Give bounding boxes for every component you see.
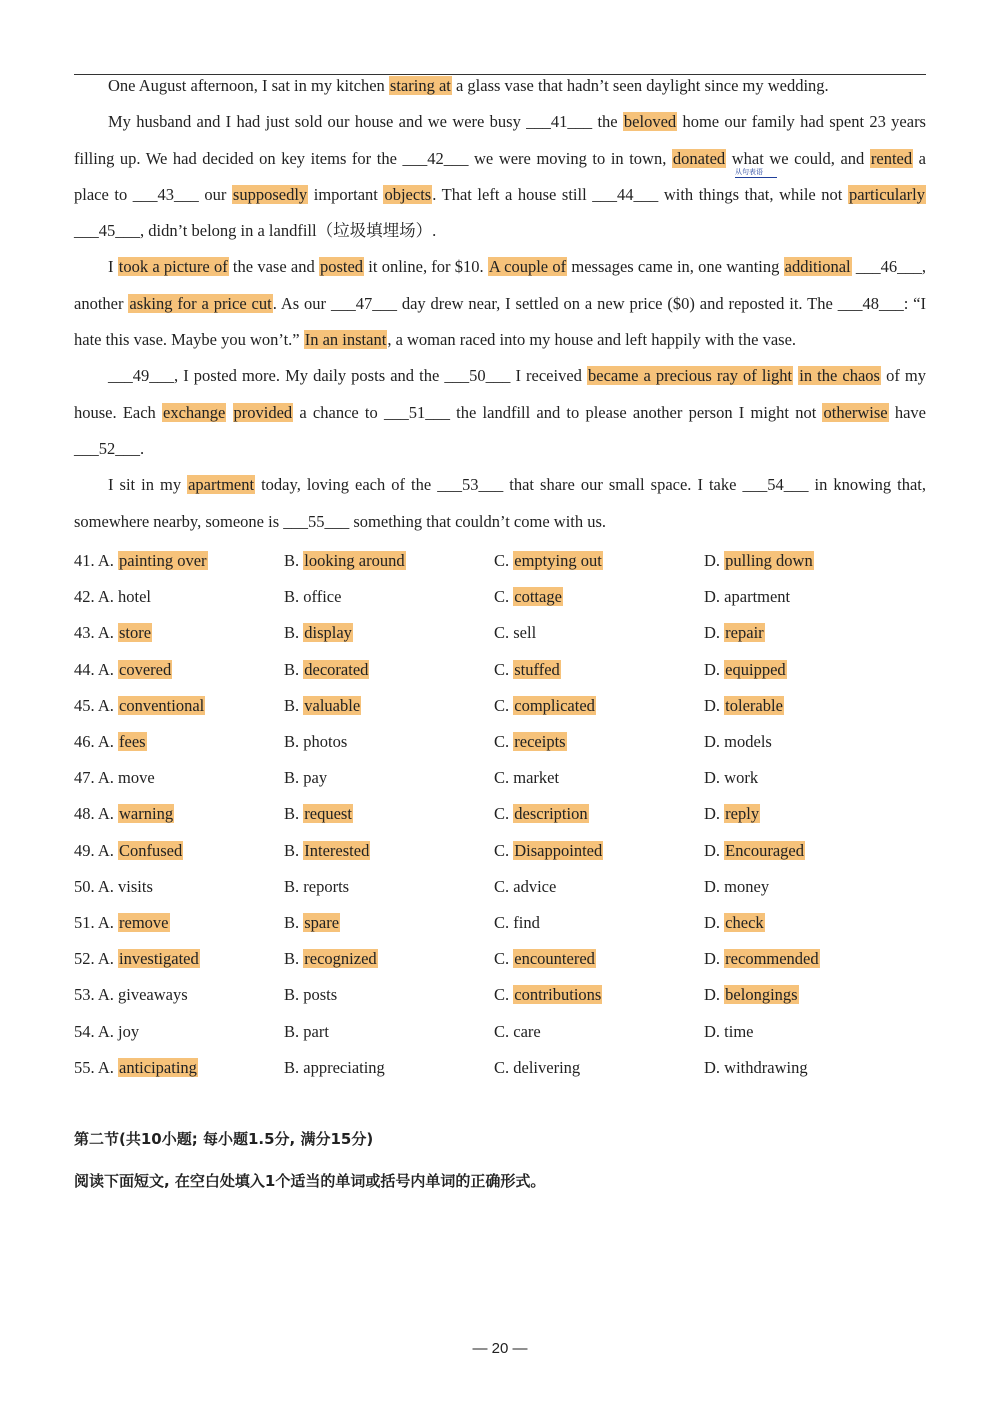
highlighted-phrase: In an instant bbox=[304, 330, 387, 350]
passage-text: of my house. Each bbox=[74, 366, 926, 422]
option-row bbox=[74, 615, 926, 651]
option-choice bbox=[704, 768, 914, 788]
passage-text: . As our ___47___ day drew near, I settled on a new price ($0) and reposted it. The ___48___: “I hate this vase. Maybe you won’t.” bbox=[74, 293, 926, 350]
option-choice bbox=[74, 660, 284, 680]
choice-letter: D. bbox=[704, 876, 721, 896]
option-row bbox=[74, 869, 926, 905]
option-choice bbox=[494, 551, 704, 571]
options-list bbox=[74, 543, 926, 1086]
choice-letter: B. bbox=[284, 768, 300, 788]
choice-text: Encouraged bbox=[725, 840, 804, 860]
choice-text: remove bbox=[119, 912, 169, 932]
choice-letter: B. bbox=[284, 876, 300, 896]
choice-text: pulling down bbox=[725, 551, 813, 571]
question-number: 48. bbox=[74, 804, 95, 824]
highlighted-phrase: in the chaos bbox=[799, 366, 880, 386]
passage-paragraph bbox=[74, 467, 926, 540]
option-choice bbox=[284, 913, 494, 933]
choice-letter: D. bbox=[704, 732, 721, 752]
option-choice bbox=[74, 804, 284, 824]
highlighted-phrase: exchange bbox=[163, 402, 226, 422]
passage-text: a place to ___43___ our bbox=[74, 148, 926, 204]
passage-text: important bbox=[308, 184, 384, 204]
choice-letter: C. bbox=[494, 840, 510, 860]
choice-text: advice bbox=[513, 876, 557, 896]
option-choice bbox=[704, 913, 914, 933]
highlighted-phrase: apartment bbox=[188, 475, 255, 495]
choice-text: painting over bbox=[119, 551, 207, 571]
choice-letter: D. bbox=[704, 949, 721, 969]
option-choice bbox=[284, 949, 494, 969]
option-choice bbox=[74, 587, 284, 607]
question-number: 45. bbox=[74, 695, 95, 715]
choice-letter: D. bbox=[704, 551, 721, 571]
option-row bbox=[74, 1013, 926, 1049]
option-choice bbox=[284, 732, 494, 752]
option-choice bbox=[704, 696, 914, 716]
highlighted-phrase: beloved bbox=[623, 112, 677, 132]
choice-text: market bbox=[513, 768, 560, 788]
option-choice bbox=[704, 623, 914, 643]
option-row bbox=[74, 760, 926, 796]
choice-letter: C. bbox=[494, 695, 510, 715]
passage-paragraph bbox=[74, 104, 926, 249]
choice-text: display bbox=[304, 623, 352, 643]
choice-text: recognized bbox=[304, 949, 377, 969]
option-choice bbox=[494, 768, 704, 788]
choice-letter: A. bbox=[97, 732, 114, 752]
option-choice bbox=[284, 696, 494, 716]
choice-text: tolerable bbox=[725, 695, 783, 715]
passage-text: , a woman raced into my house and left happily with the vase. bbox=[387, 330, 797, 350]
option-choice bbox=[494, 1022, 704, 1042]
choice-letter: A. bbox=[97, 949, 114, 969]
choice-letter: A. bbox=[97, 840, 114, 860]
option-choice bbox=[494, 913, 704, 933]
highlighted-phrase: became a precious ray of light bbox=[588, 366, 793, 386]
choice-text: Interested bbox=[304, 840, 370, 860]
choice-text: posts bbox=[303, 985, 338, 1005]
highlighted-phrase: particularly bbox=[848, 184, 925, 204]
choice-letter: D. bbox=[704, 587, 721, 607]
choice-text: anticipating bbox=[119, 1057, 197, 1077]
choice-letter: B. bbox=[284, 659, 300, 679]
choice-letter: B. bbox=[284, 551, 300, 571]
option-choice bbox=[704, 732, 914, 752]
option-row bbox=[74, 941, 926, 977]
option-row bbox=[74, 579, 926, 615]
choice-text: appreciating bbox=[303, 1057, 385, 1077]
highlighted-phrase: posted bbox=[319, 257, 364, 277]
option-choice bbox=[74, 877, 284, 897]
choice-letter: C. bbox=[494, 985, 510, 1005]
choice-text: care bbox=[513, 1021, 541, 1041]
choice-text: fees bbox=[119, 732, 146, 752]
option-choice bbox=[494, 696, 704, 716]
option-row bbox=[74, 688, 926, 724]
option-choice bbox=[704, 949, 914, 969]
choice-letter: C. bbox=[494, 732, 510, 752]
highlighted-phrase: provided bbox=[233, 402, 293, 422]
passage bbox=[74, 68, 926, 540]
choice-text: Confused bbox=[119, 840, 183, 860]
choice-text: warning bbox=[119, 804, 174, 824]
page-number: — 20 — bbox=[472, 1340, 528, 1357]
choice-letter: B. bbox=[284, 840, 300, 860]
choice-text: work bbox=[724, 768, 759, 788]
choice-text: stuffed bbox=[514, 659, 560, 679]
question-number: 46. bbox=[74, 732, 95, 752]
choice-letter: A. bbox=[97, 587, 114, 607]
option-choice bbox=[494, 841, 704, 861]
passage-text: the vase and bbox=[228, 257, 319, 277]
passage-text: what we could, and bbox=[726, 148, 870, 168]
choice-letter: D. bbox=[704, 1057, 721, 1077]
option-choice bbox=[704, 587, 914, 607]
passage-text bbox=[226, 403, 232, 422]
choice-letter: D. bbox=[704, 623, 721, 643]
option-choice bbox=[494, 985, 704, 1005]
choice-letter: B. bbox=[284, 1057, 300, 1077]
choice-letter: B. bbox=[284, 949, 300, 969]
choice-letter: A. bbox=[97, 1021, 114, 1041]
question-number: 52. bbox=[74, 949, 95, 969]
passage-text: a glass vase that hadn’t seen daylight since my wedding. bbox=[451, 76, 829, 95]
option-choice bbox=[494, 949, 704, 969]
option-choice bbox=[704, 551, 914, 571]
highlighted-phrase: A couple of bbox=[488, 257, 567, 277]
option-row bbox=[74, 796, 926, 832]
passage-text: it online, for $10. bbox=[364, 257, 488, 277]
choice-text: reports bbox=[303, 876, 350, 896]
question-number: 43. bbox=[74, 623, 95, 643]
choice-letter: A. bbox=[97, 1057, 114, 1077]
highlighted-phrase: staring at bbox=[389, 76, 451, 95]
question-number: 54. bbox=[74, 1021, 95, 1041]
choice-letter: A. bbox=[97, 804, 114, 824]
choice-text: money bbox=[724, 876, 770, 896]
choice-letter: A. bbox=[97, 623, 114, 643]
option-choice bbox=[74, 696, 284, 716]
option-choice bbox=[704, 1058, 914, 1078]
option-choice bbox=[494, 1058, 704, 1078]
option-choice bbox=[494, 660, 704, 680]
highlighted-phrase: asking for a price cut bbox=[129, 293, 272, 313]
option-choice bbox=[284, 768, 494, 788]
highlighted-phrase: additional bbox=[784, 257, 851, 277]
question-number: 44. bbox=[74, 659, 95, 679]
choice-letter: C. bbox=[494, 551, 510, 571]
option-choice bbox=[284, 1058, 494, 1078]
question-number: 51. bbox=[74, 912, 95, 932]
choice-letter: D. bbox=[704, 695, 721, 715]
choice-letter: C. bbox=[494, 912, 510, 932]
choice-text: investigated bbox=[119, 949, 199, 969]
passage-text: today, loving each of the ___53___ that share our small space. I take ___54___ in knowing that, somewhere nearby, someone is ___55___ something that couldn’t come with us. bbox=[74, 475, 926, 531]
choice-letter: C. bbox=[494, 876, 510, 896]
choice-letter: C. bbox=[494, 804, 510, 824]
passage-text: One August afternoon, I sat in my kitchen bbox=[108, 76, 389, 95]
question-number: 42. bbox=[74, 587, 95, 607]
option-choice bbox=[74, 623, 284, 643]
option-choice bbox=[494, 587, 704, 607]
choice-text: giveaways bbox=[118, 985, 188, 1005]
choice-letter: C. bbox=[494, 623, 510, 643]
choice-letter: B. bbox=[284, 912, 300, 932]
choice-text: recommended bbox=[725, 949, 819, 969]
highlighted-phrase: took a picture of bbox=[118, 257, 228, 277]
option-choice bbox=[74, 1058, 284, 1078]
question-number: 49. bbox=[74, 840, 95, 860]
section-title: 第二节(共10小题; 每小题1.5分, 满分15分) bbox=[74, 1130, 374, 1148]
choice-text: photos bbox=[303, 732, 348, 752]
choice-text: conventional bbox=[119, 695, 205, 715]
choice-text: description bbox=[514, 804, 588, 824]
choice-letter: A. bbox=[97, 659, 114, 679]
choice-text: models bbox=[724, 732, 772, 752]
option-row bbox=[74, 833, 926, 869]
choice-text: find bbox=[513, 912, 540, 932]
choice-text: reply bbox=[725, 804, 760, 824]
choice-text: covered bbox=[119, 659, 172, 679]
question-number: 55. bbox=[74, 1057, 95, 1077]
choice-text: store bbox=[119, 623, 152, 643]
choice-text: valuable bbox=[304, 695, 361, 715]
choice-text: spare bbox=[304, 912, 340, 932]
passage-paragraph bbox=[74, 68, 926, 104]
option-choice bbox=[74, 551, 284, 571]
choice-letter: C. bbox=[494, 587, 510, 607]
choice-text: sell bbox=[513, 623, 537, 643]
choice-text: decorated bbox=[304, 659, 369, 679]
choice-text: part bbox=[303, 1021, 329, 1041]
choice-text: encountered bbox=[514, 949, 595, 969]
choice-text: contributions bbox=[514, 985, 602, 1005]
choice-letter: B. bbox=[284, 587, 300, 607]
choice-text: request bbox=[304, 804, 352, 824]
passage-text: a chance to ___51___ the landfill and to please another person I might not bbox=[293, 402, 823, 422]
option-choice bbox=[74, 841, 284, 861]
option-choice bbox=[74, 985, 284, 1005]
choice-text: time bbox=[724, 1021, 754, 1041]
section-instruction: 阅读下面短文, 在空白处填入1个适当的单词或括号内单词的正确形式。 bbox=[74, 1172, 546, 1190]
option-choice bbox=[704, 877, 914, 897]
choice-text: visits bbox=[118, 876, 153, 896]
passage-text: ___46___, another bbox=[74, 257, 926, 313]
choice-letter: A. bbox=[97, 985, 114, 1005]
option-choice bbox=[284, 551, 494, 571]
option-choice bbox=[74, 913, 284, 933]
choice-text: receipts bbox=[514, 732, 566, 752]
handwritten-note: 从句表语 bbox=[735, 167, 777, 178]
choice-text: move bbox=[118, 768, 155, 788]
option-choice bbox=[284, 841, 494, 861]
option-choice bbox=[284, 877, 494, 897]
passage-paragraph bbox=[74, 358, 926, 467]
question-number: 47. bbox=[74, 768, 95, 788]
highlighted-phrase: supposedly bbox=[232, 184, 308, 204]
choice-letter: C. bbox=[494, 659, 510, 679]
option-choice bbox=[284, 587, 494, 607]
choice-text: apartment bbox=[724, 587, 791, 607]
passage-text: . That left a house still ___44___ with things that, while not bbox=[432, 184, 848, 204]
choice-text: looking around bbox=[304, 551, 405, 571]
option-choice bbox=[284, 804, 494, 824]
choice-letter: A. bbox=[97, 912, 114, 932]
option-choice bbox=[74, 732, 284, 752]
option-choice bbox=[74, 949, 284, 969]
choice-text: belongings bbox=[725, 985, 798, 1005]
option-choice bbox=[704, 660, 914, 680]
passage-text: My husband and I had just sold our house and we were busy ___41___ the bbox=[108, 112, 623, 132]
choice-text: repair bbox=[725, 623, 764, 643]
option-choice bbox=[494, 732, 704, 752]
choice-text: emptying out bbox=[514, 551, 602, 571]
passage-text: ___49___, I posted more. My daily posts and the ___50___ I received bbox=[108, 366, 588, 386]
choice-text: complicated bbox=[514, 695, 595, 715]
highlighted-phrase: objects bbox=[384, 184, 432, 204]
question-number: 53. bbox=[74, 985, 95, 1005]
highlighted-phrase: donated bbox=[672, 148, 726, 168]
choice-letter: D. bbox=[704, 1021, 721, 1041]
choice-letter: C. bbox=[494, 1021, 510, 1041]
choice-text: delivering bbox=[513, 1057, 581, 1077]
choice-letter: B. bbox=[284, 695, 300, 715]
choice-letter: B. bbox=[284, 804, 300, 824]
choice-text: Disappointed bbox=[514, 840, 603, 860]
choice-letter: B. bbox=[284, 985, 300, 1005]
option-choice bbox=[494, 623, 704, 643]
option-choice bbox=[494, 804, 704, 824]
option-choice bbox=[704, 985, 914, 1005]
passage-text: messages came in, one wanting bbox=[567, 257, 784, 277]
passage-text: have ___52___. bbox=[74, 402, 926, 458]
choice-letter: A. bbox=[97, 768, 114, 788]
option-choice bbox=[704, 841, 914, 861]
option-row bbox=[74, 1050, 926, 1086]
choice-letter: A. bbox=[97, 695, 114, 715]
choice-letter: D. bbox=[704, 768, 721, 788]
option-row bbox=[74, 905, 926, 941]
choice-letter: D. bbox=[704, 985, 721, 1005]
choice-letter: C. bbox=[494, 949, 510, 969]
passage-text: home our family had spent 23 years filling up. We had decided on key items for the ___42___ we were moving to in town, bbox=[74, 112, 926, 168]
option-choice bbox=[74, 768, 284, 788]
passage-text: ___45___, didn’t belong in a landfill（垃圾填埋场）. bbox=[74, 221, 437, 241]
choice-text: cottage bbox=[514, 587, 562, 607]
question-number: 41. bbox=[74, 551, 95, 571]
option-row bbox=[74, 652, 926, 688]
option-choice bbox=[284, 1022, 494, 1042]
choice-text: equipped bbox=[725, 659, 786, 679]
passage-text: I bbox=[108, 257, 118, 277]
choice-text: withdrawing bbox=[724, 1057, 808, 1077]
choice-letter: D. bbox=[704, 912, 721, 932]
option-choice bbox=[74, 1022, 284, 1042]
choice-text: office bbox=[303, 587, 342, 607]
option-row bbox=[74, 977, 926, 1013]
question-number: 50. bbox=[74, 876, 95, 896]
choice-text: pay bbox=[303, 768, 328, 788]
option-choice bbox=[284, 623, 494, 643]
option-choice bbox=[704, 1022, 914, 1042]
passage-paragraph bbox=[74, 249, 926, 358]
choice-letter: B. bbox=[284, 1021, 300, 1041]
choice-letter: C. bbox=[494, 768, 510, 788]
choice-letter: D. bbox=[704, 804, 721, 824]
choice-letter: A. bbox=[97, 551, 114, 571]
highlighted-phrase: otherwise bbox=[823, 402, 888, 422]
choice-text: check bbox=[725, 912, 764, 932]
option-choice bbox=[284, 660, 494, 680]
choice-letter: C. bbox=[494, 1057, 510, 1077]
option-row bbox=[74, 543, 926, 579]
option-choice bbox=[494, 877, 704, 897]
choice-letter: A. bbox=[97, 876, 114, 896]
choice-text: hotel bbox=[118, 587, 152, 607]
option-choice bbox=[284, 985, 494, 1005]
highlighted-phrase: rented bbox=[870, 148, 913, 168]
choice-letter: D. bbox=[704, 659, 721, 679]
choice-text: joy bbox=[118, 1021, 140, 1041]
passage-text: I sit in my bbox=[108, 475, 188, 495]
choice-letter: B. bbox=[284, 623, 300, 643]
choice-letter: B. bbox=[284, 732, 300, 752]
option-choice bbox=[704, 804, 914, 824]
choice-letter: D. bbox=[704, 840, 721, 860]
option-row bbox=[74, 724, 926, 760]
